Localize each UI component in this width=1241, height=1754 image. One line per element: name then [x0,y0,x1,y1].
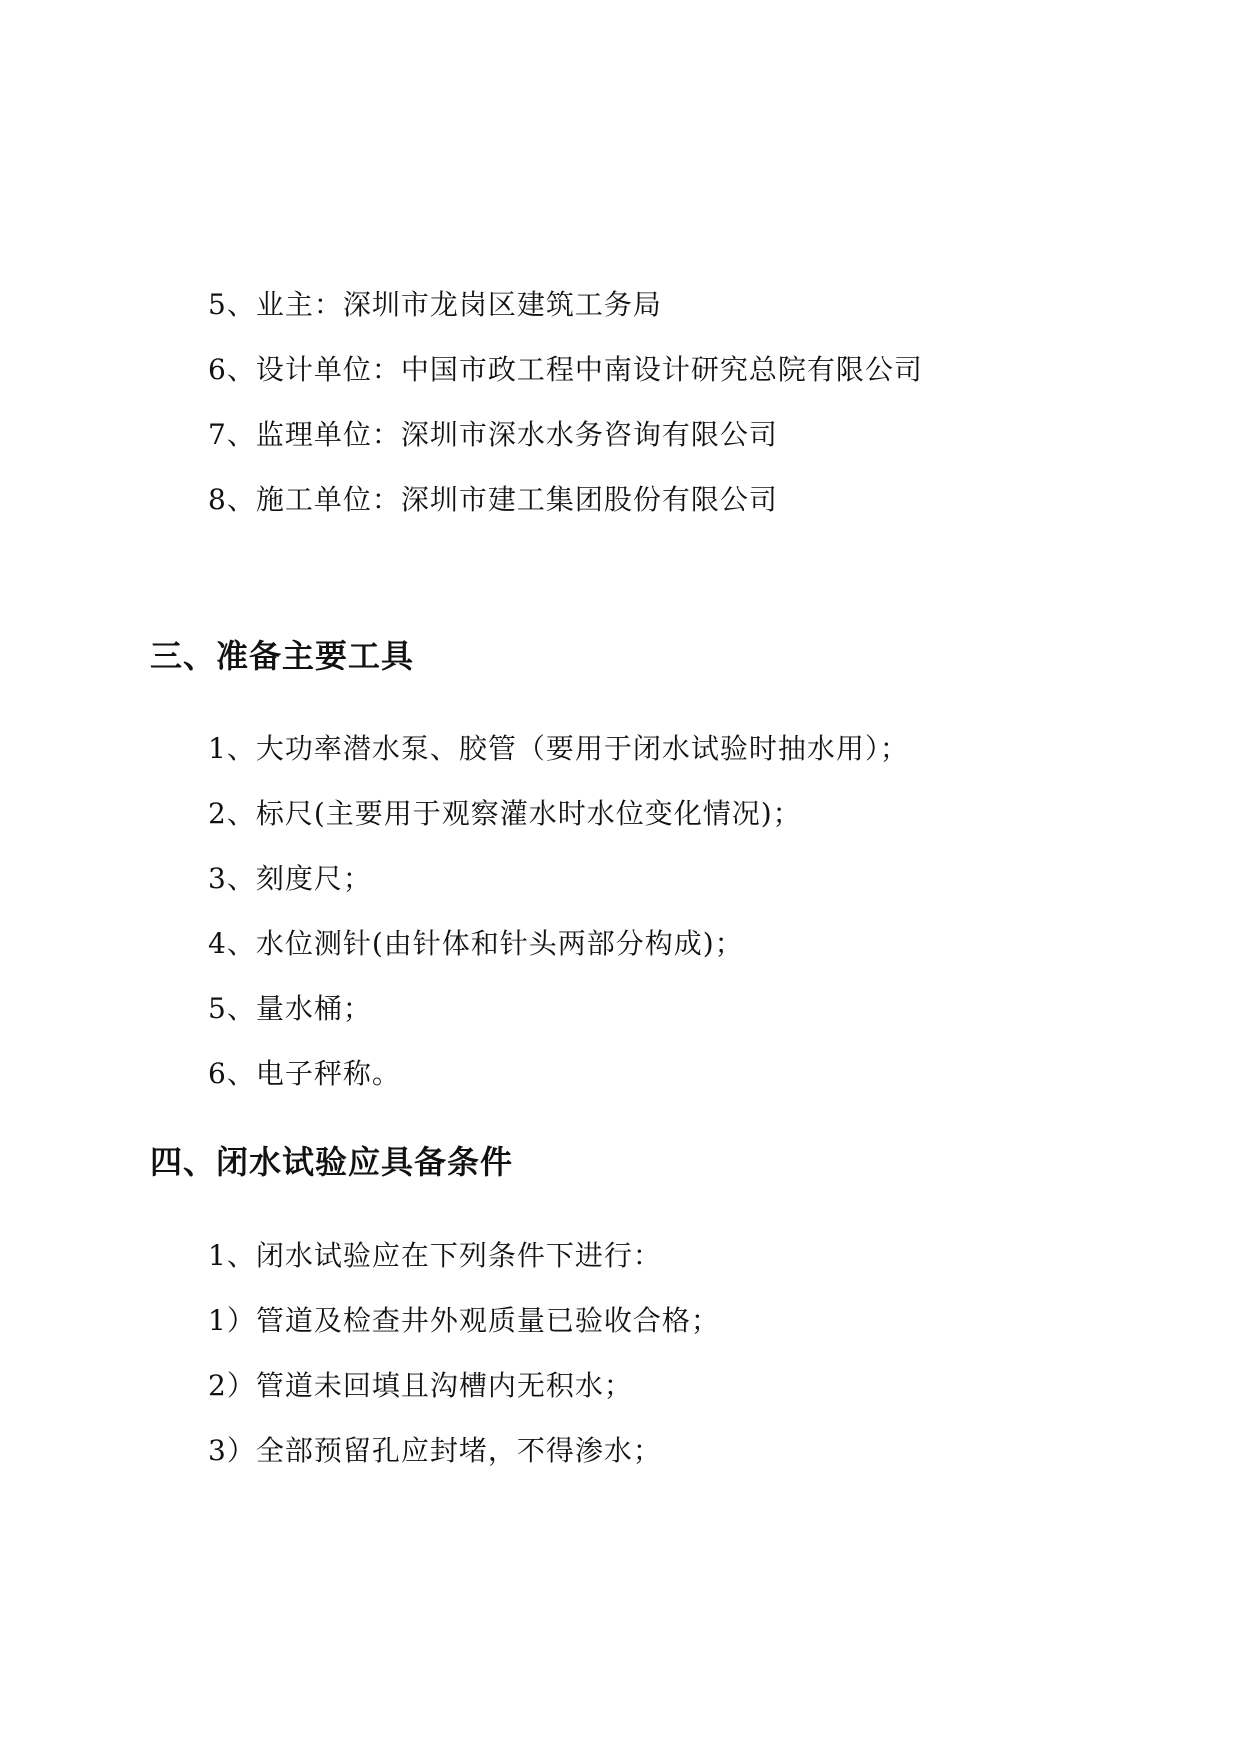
project-party-contractor: 8、施工单位：深圳市建工集团股份有限公司 [208,483,778,516]
tool-item: 6、电子秤称。 [208,1057,401,1090]
condition-item: 2）管道未回填且沟槽内无积水； [208,1369,633,1402]
section-heading-tools: 三、准备主要工具 [150,637,415,675]
project-party-owner: 5、业主：深圳市龙岗区建筑工务局 [208,288,662,321]
tool-item: 5、量水桶； [208,992,372,1025]
tool-item: 1、大功率潜水泵、胶管（要用于闭水试验时抽水用）； [208,732,909,765]
tool-item: 2、标尺(主要用于观察灌水时水位变化情况)； [208,797,802,830]
tool-item: 3、刻度尺； [208,862,372,895]
section-heading-conditions: 四、闭水试验应具备条件 [150,1143,514,1181]
condition-item: 1、闭水试验应在下列条件下进行： [208,1239,662,1272]
project-party-designer: 6、设计单位：中国市政工程中南设计研究总院有限公司 [208,353,923,386]
condition-item: 1）管道及检查井外观质量已验收合格； [208,1304,720,1337]
project-party-supervisor: 7、监理单位：深圳市深水水务咨询有限公司 [208,418,778,451]
condition-item: 3）全部预留孔应封堵，不得渗水； [208,1434,662,1467]
tool-item: 4、水位测针(由针体和针头两部分构成)； [208,927,744,960]
